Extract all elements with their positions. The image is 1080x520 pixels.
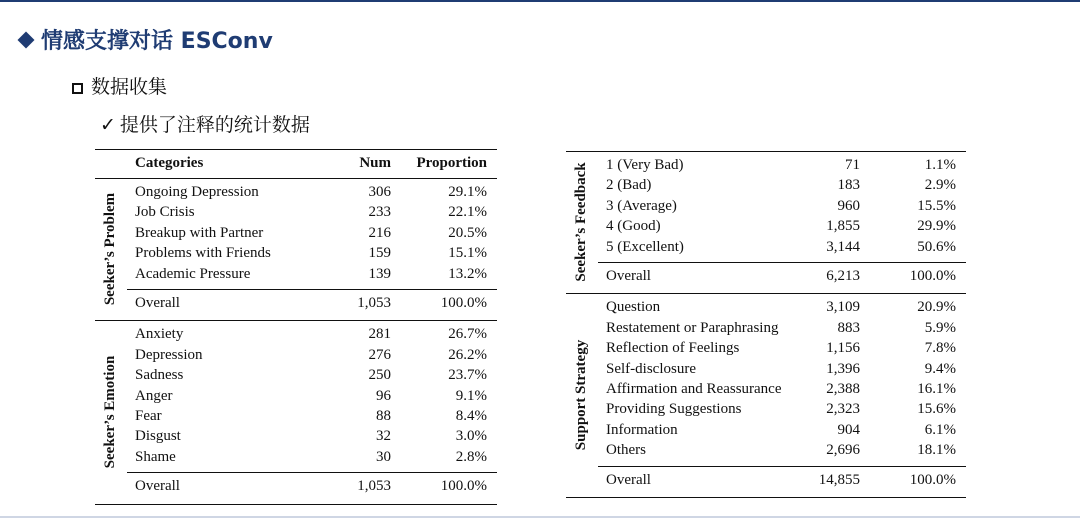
row-category: Information — [606, 421, 678, 438]
row-num: 32 — [376, 428, 391, 445]
row-category: Anger — [135, 387, 173, 404]
square-bullet-icon — [72, 83, 83, 94]
group-label: Seeker’s Emotion — [102, 355, 118, 469]
row-category: Fear — [135, 408, 162, 424]
section-heading — [72, 72, 167, 99]
row-proportion: 5.9% — [924, 319, 956, 336]
group-label: Support Strategy — [573, 339, 589, 451]
left-statistics-table — [95, 149, 497, 499]
overall-label: Overall — [606, 471, 651, 488]
row-num: 276 — [368, 346, 391, 363]
row-num: 159 — [368, 245, 391, 262]
group-overall-rule — [127, 472, 497, 473]
row-proportion: 20.5% — [448, 224, 487, 241]
table-bottom-rule — [95, 504, 497, 505]
row-proportion: 26.2% — [448, 346, 487, 363]
top-border — [0, 0, 1080, 2]
group-label: Seeker’s Feedback — [573, 162, 589, 282]
row-category: Restatement or Paraphrasing — [606, 319, 779, 336]
right-statistics-table — [566, 151, 966, 496]
row-proportion: 26.7% — [448, 326, 487, 343]
group-overall-rule — [127, 289, 497, 290]
row-num: 250 — [368, 367, 391, 384]
overall-label: Overall — [606, 268, 651, 284]
row-num: 1,396 — [826, 360, 860, 377]
row-num: 2,388 — [826, 381, 860, 397]
row-proportion: 7.8% — [924, 340, 956, 357]
row-category: 5 (Excellent) — [606, 238, 684, 255]
row-category: Anxiety — [135, 326, 184, 343]
row-num: 883 — [837, 319, 860, 336]
overall-label: Overall — [135, 295, 180, 311]
row-proportion: 1.1% — [924, 157, 956, 173]
row-num: 2,323 — [826, 401, 860, 418]
row-proportion: 22.1% — [448, 204, 487, 221]
overall-num: 1,053 — [357, 478, 391, 495]
row-category: 2 (Bad) — [606, 177, 652, 194]
row-proportion: 2.8% — [455, 448, 487, 465]
overall-num: 14,855 — [818, 471, 860, 488]
header-num: Num — [359, 155, 391, 171]
row-num: 2,696 — [826, 442, 860, 459]
row-num: 306 — [368, 184, 391, 200]
row-proportion: 2.9% — [924, 177, 956, 194]
header-proportion: Proportion — [416, 155, 487, 171]
row-proportion: 9.4% — [924, 360, 956, 377]
row-category: Reflection of Feelings — [606, 340, 740, 357]
row-proportion: 6.1% — [924, 421, 956, 438]
row-category: Problems with Friends — [135, 245, 271, 262]
row-num: 281 — [368, 326, 391, 343]
header-categories: Categories — [135, 155, 204, 171]
row-category: 3 (Average) — [606, 197, 677, 214]
row-proportion: 15.1% — [448, 245, 487, 262]
row-proportion: 20.9% — [917, 299, 956, 316]
row-category: 1 (Very Bad) — [606, 157, 684, 173]
overall-proportion: 100.0% — [440, 295, 487, 311]
group-overall-rule — [598, 262, 966, 263]
bottom-border — [0, 516, 1080, 518]
row-proportion: 9.1% — [455, 387, 487, 404]
page-title-text: 情感支撑对话 ESConv — [41, 29, 273, 54]
row-category: Academic Pressure — [135, 265, 251, 282]
overall-num: 1,053 — [357, 295, 391, 311]
row-proportion: 29.9% — [917, 218, 956, 235]
row-num: 216 — [368, 224, 391, 241]
header-rule — [95, 178, 497, 179]
row-num: 233 — [368, 204, 391, 221]
group-overall-rule — [598, 466, 966, 467]
row-proportion: 15.5% — [917, 197, 956, 214]
checkmark-icon: ✓ — [100, 114, 116, 136]
row-num: 96 — [376, 387, 391, 404]
row-category: Providing Suggestions — [606, 401, 742, 418]
row-proportion: 15.6% — [917, 401, 956, 418]
row-proportion: 18.1% — [917, 442, 956, 459]
row-category: Question — [606, 299, 661, 316]
overall-proportion: 100.0% — [440, 478, 487, 495]
overall-num: 6,213 — [826, 268, 860, 284]
row-proportion: 50.6% — [917, 238, 956, 255]
row-category: Job Crisis — [135, 204, 195, 221]
row-category: Others — [606, 442, 646, 459]
row-num: 904 — [837, 421, 860, 438]
row-proportion: 13.2% — [448, 265, 487, 282]
row-category: Ongoing Depression — [135, 184, 259, 200]
table-top-rule — [566, 151, 966, 152]
overall-label: Overall — [135, 478, 180, 495]
row-category: Affirmation and Reassurance — [606, 381, 782, 397]
overall-proportion: 100.0% — [909, 268, 956, 284]
row-category: Self-disclosure — [606, 360, 696, 377]
row-num: 960 — [837, 197, 860, 214]
diamond-bullet-icon — [18, 32, 35, 49]
row-category: Disgust — [135, 428, 181, 445]
row-category: Sadness — [135, 367, 184, 384]
page-title — [20, 24, 273, 55]
group-label: Seeker’s Problem — [102, 193, 118, 306]
row-proportion: 16.1% — [917, 381, 956, 397]
subsection-heading — [100, 110, 310, 137]
row-num: 139 — [368, 265, 391, 282]
group-separator-rule — [95, 320, 497, 321]
row-num: 3,144 — [826, 238, 860, 255]
row-num: 30 — [376, 448, 391, 465]
row-proportion: 3.0% — [455, 428, 487, 445]
row-proportion: 29.1% — [448, 184, 487, 200]
row-category: Shame — [135, 448, 176, 465]
row-num: 71 — [845, 157, 860, 173]
table-top-rule — [95, 149, 497, 150]
subsection-heading-text: 提供了注释的统计数据 — [119, 114, 310, 136]
group-separator-rule — [566, 293, 966, 294]
row-num: 1,855 — [826, 218, 860, 235]
table-bottom-rule — [566, 497, 966, 498]
row-category: Breakup with Partner — [135, 224, 264, 241]
overall-proportion: 100.0% — [909, 471, 956, 488]
row-num: 183 — [837, 177, 860, 194]
row-num: 88 — [376, 408, 391, 424]
row-proportion: 23.7% — [448, 367, 487, 384]
section-heading-text: 数据收集 — [91, 76, 168, 98]
row-num: 3,109 — [826, 299, 860, 316]
row-proportion: 8.4% — [455, 408, 487, 424]
row-num: 1,156 — [826, 340, 860, 357]
row-category: 4 (Good) — [606, 218, 661, 235]
row-category: Depression — [135, 346, 203, 363]
